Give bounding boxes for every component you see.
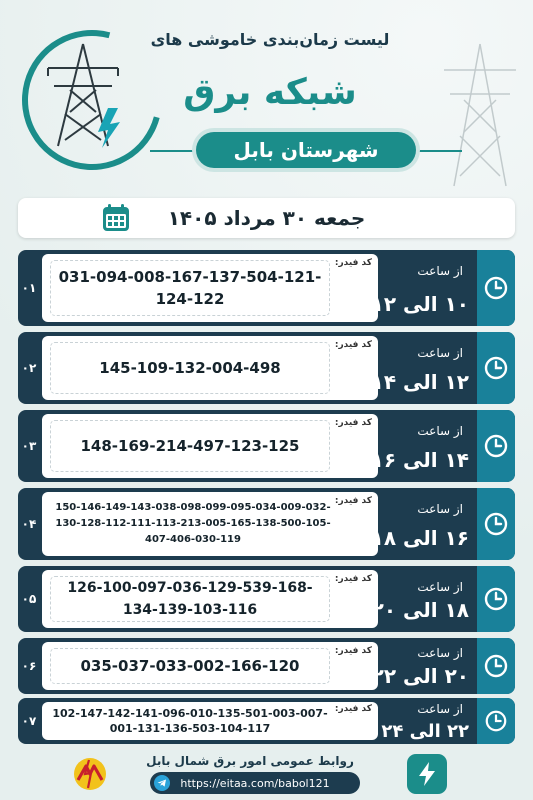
time-box <box>371 332 477 404</box>
clock-tab <box>477 250 515 326</box>
clock-tab <box>477 566 515 632</box>
header <box>0 0 533 190</box>
feeder-label: کد فیدر: <box>334 646 372 656</box>
clock-icon <box>483 275 509 301</box>
date-text: جمعه ۳۰ مرداد ۱۴۰۵ <box>167 206 366 230</box>
clock-tab <box>477 410 515 482</box>
city-badge: شهرستان بابل <box>196 132 416 168</box>
feeder-codes: 035-037-033-002-166-120 <box>50 648 330 684</box>
row-number: ۰۵ <box>21 592 37 606</box>
feeder-label: کد فیدر: <box>334 574 372 584</box>
footer <box>0 748 533 800</box>
feeder-codes: 126-100-097-036-129-539-168-134-139-103-116 <box>50 576 330 622</box>
feeder-label: کد فیدر: <box>334 704 372 714</box>
time-box <box>380 698 477 744</box>
power-bolt-button[interactable] <box>407 754 447 794</box>
clock-tab <box>477 332 515 404</box>
clock-tab <box>477 638 515 694</box>
schedule-row <box>18 566 515 632</box>
tavanir-logo-icon <box>72 756 108 792</box>
clock-icon <box>483 433 509 459</box>
time-range: ۱۲ الی ۱۴ <box>371 370 469 394</box>
feeder-label: کد فیدر: <box>334 418 372 428</box>
eitaa-link-text[interactable]: https://eitaa.com/babol121 <box>180 776 330 790</box>
from-label: از ساعت <box>417 502 463 516</box>
eitaa-link[interactable] <box>150 772 360 794</box>
clock-icon <box>483 586 509 612</box>
clock-icon <box>483 355 509 381</box>
feeder-codes: 148-169-214-497-123-125 <box>50 420 330 472</box>
header-title: شبکه برق <box>183 72 357 113</box>
clock-tab <box>477 488 515 560</box>
from-label: از ساعت <box>417 424 463 438</box>
from-label: از ساعت <box>417 264 463 278</box>
power-tower-icon <box>38 40 128 150</box>
time-range: ۱۰ الی ۱۲ <box>371 292 469 316</box>
time-range: ۱۸ الی ۲۰ <box>371 598 469 622</box>
from-label: از ساعت <box>417 580 463 594</box>
row-number: ۰۲ <box>21 361 37 375</box>
date-bar <box>18 198 515 238</box>
clock-icon <box>483 511 509 537</box>
schedule-row <box>18 410 515 482</box>
feeder-box <box>42 702 378 740</box>
row-number: ۰۴ <box>21 517 37 531</box>
clock-tab <box>477 698 515 744</box>
row-number: ۰۷ <box>21 714 37 728</box>
time-range: ۲۲ الی ۲۴ <box>381 721 469 742</box>
feeder-codes: 145-109-132-004-498 <box>50 342 330 394</box>
header-subtitle: لیست زمان‌بندی خاموشی های <box>150 30 390 49</box>
schedule-row <box>18 638 515 694</box>
feeder-label: کد فیدر: <box>334 496 372 506</box>
schedule-row <box>18 332 515 404</box>
feeder-box <box>42 570 378 628</box>
time-box <box>371 638 477 694</box>
feeder-codes: 102-147-142-141-096-010-135-501-003-007-001-131-136-503-104-117 <box>52 707 328 735</box>
from-label: از ساعت <box>417 646 463 660</box>
row-number: ۰۱ <box>21 281 37 295</box>
time-box <box>371 488 477 560</box>
from-label: از ساعت <box>417 702 463 716</box>
feeder-codes: 031-094-008-167-137-504-121-124-122 <box>50 260 330 316</box>
feeder-box <box>42 254 378 322</box>
feeder-box <box>42 642 378 690</box>
clock-icon <box>484 709 508 733</box>
time-box <box>371 410 477 482</box>
feeder-label: کد فیدر: <box>334 258 372 268</box>
feeder-box <box>42 414 378 478</box>
row-number: ۰۶ <box>21 659 37 673</box>
feeder-codes: 150-146-149-143-038-098-099-095-034-009-032-130-128-112-111-113-213-005-165-138-500-105-407-406-030-119 <box>55 502 331 545</box>
telegram-icon <box>154 775 170 791</box>
lightning-icon <box>416 761 438 787</box>
time-range: ۱۶ الی ۱۸ <box>371 526 469 550</box>
feeder-box <box>42 492 378 556</box>
calendar-icon <box>100 202 132 234</box>
schedule-row <box>18 488 515 560</box>
pill-line-left <box>150 150 196 152</box>
from-label: از ساعت <box>417 346 463 360</box>
footer-org: روابط عمومی امور برق شمال بابل <box>146 754 354 768</box>
schedule-row <box>18 698 515 744</box>
feeder-box <box>42 336 378 400</box>
time-range: ۲۰ الی ۲۲ <box>371 664 469 688</box>
schedule-row <box>18 250 515 326</box>
pill-line-right <box>416 150 462 152</box>
row-number: ۰۳ <box>21 439 37 453</box>
feeder-label: کد فیدر: <box>334 340 372 350</box>
background-tower-icon <box>440 40 520 190</box>
clock-icon <box>483 653 509 679</box>
time-box <box>371 250 477 326</box>
time-box <box>371 566 477 632</box>
time-range: ۱۴ الی ۱۶ <box>371 448 469 472</box>
